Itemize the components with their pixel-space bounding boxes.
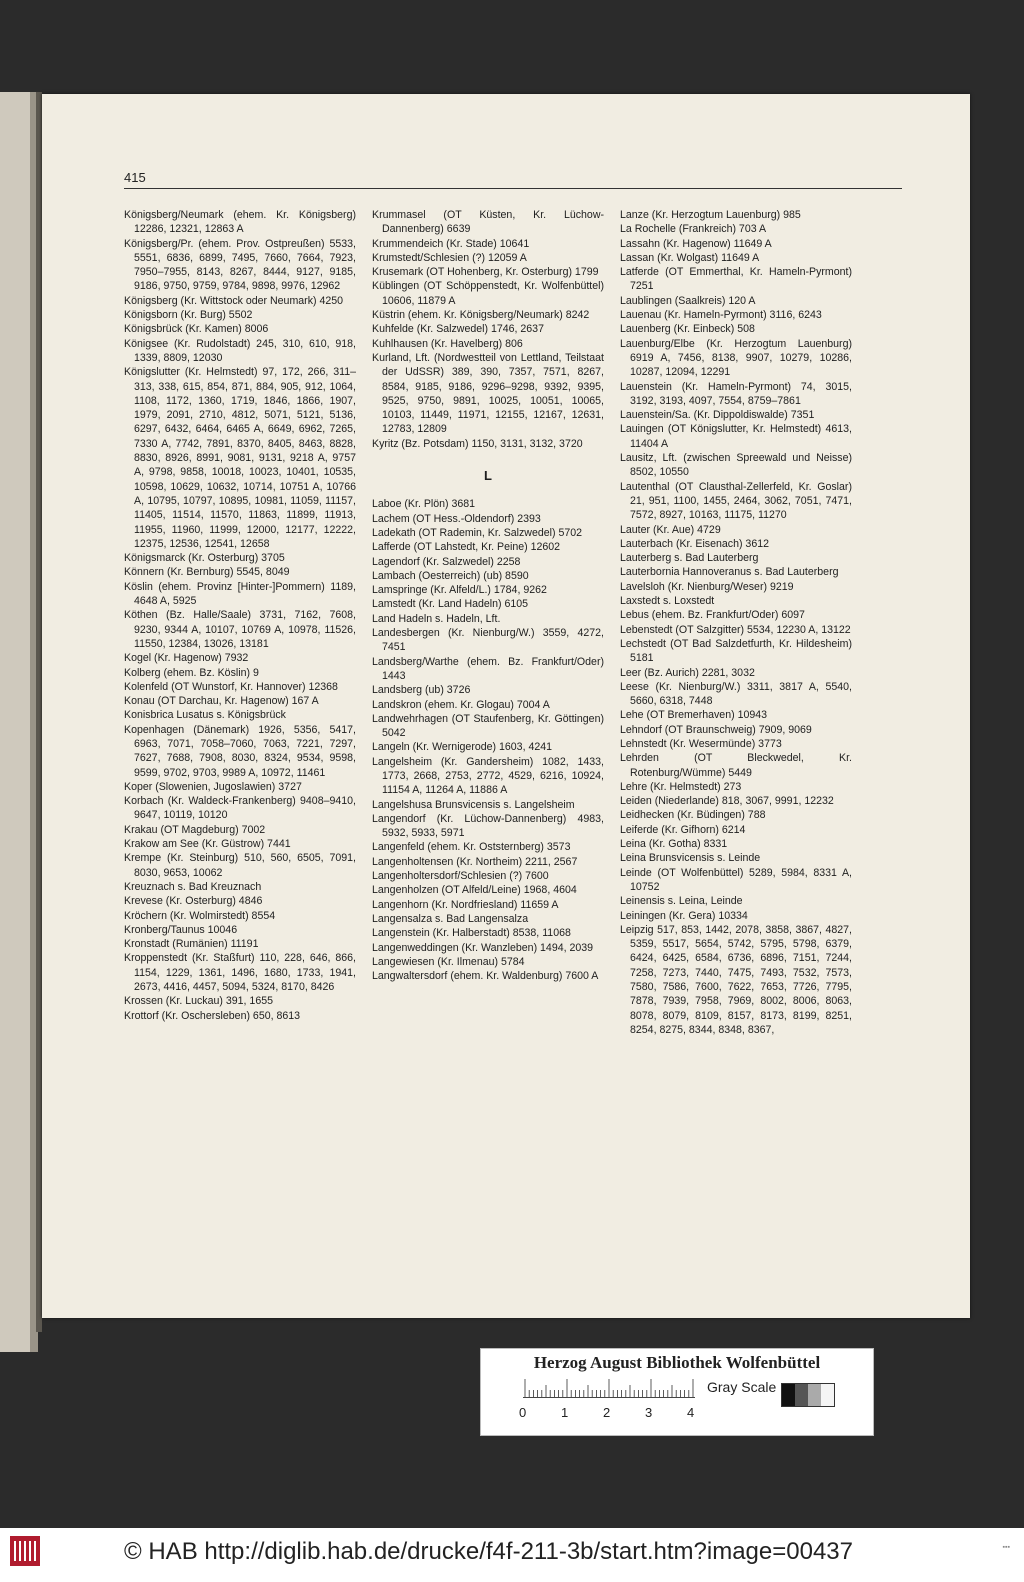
index-entry: Leina (Kr. Gotha) 8331 (620, 838, 728, 851)
ruler-scale (523, 1379, 695, 1398)
index-entry: Leese (Kr. Nienburg/W.) 3311, 3817 A, 5540, 5660, 6318, 7448 (620, 680, 852, 708)
gray-swatch (782, 1384, 795, 1406)
gray-swatch (821, 1384, 834, 1406)
index-entry: Leipzig 517, 853, 1442, 2078, 3858, 3867, 4827, 5359, 5517, 5654, 5742, 5795, 5798, 6379, 6424, 6425, 6584, 6736, 6896, 7151, 7244, 7258, 7273, 7440, 7475, 7493, 7532, 7573, 7580, 7586, 7600, 7622, 7653, 7726, 7795, 7878, 7939, 7958, 7969, 8002, 8006, 8063, 8078, 8079, 8109, 8157, 8173, 8199, 8251, 8254, 8275, 8344, 8348, 8367, (620, 923, 852, 1036)
index-entry: Langelshusa Brunsvicensis s. Langelsheim (372, 798, 575, 811)
index-entry: Krummasel (OT Küsten, Kr. Lüchow-Dannenberg) 6639 (372, 209, 604, 236)
copyright-url[interactable]: © HAB http://diglib.hab.de/drucke/f4f-211-3b/start.htm?image=00437 (124, 1538, 853, 1565)
index-entry: Köslin (ehem. Provinz [Hinter-]Pommern) 1189, 4648 A, 5925 (124, 580, 356, 608)
index-entry: Ladekath (OT Rademin, Kr. Salzwedel) 5702 (372, 526, 583, 539)
index-entry: Kröchern (Kr. Wolmirstedt) 8554 (124, 909, 276, 922)
index-entry: Landesbergen (Kr. Nienburg/W.) 3559, 4272, 7451 (372, 627, 604, 654)
index-entry: Lambach (Oesterreich) (ub) 8590 (372, 569, 529, 582)
index-entry: Lautenthal (OT Clausthal-Zellerfeld, Kr. Goslar) 21, 951, 1100, 1455, 2464, 3062, 7051, 7471, 7572, 8927, 10163, 11175, 11270 (620, 480, 852, 522)
index-entry: Königsee (Kr. Rudolstadt) 245, 310, 610, 918, 1339, 8809, 12030 (124, 337, 356, 364)
index-entry: Kurland, Lft. (Nordwestteil von Lettland, Teilstaat der UdSSR) 389, 390, 7357, 7571, 8267, 8584, 9185, 9186, 9296–9298, 9392, 9395, 9525, 9750, 9891, 10025, 10051, 10065, 10103, 11449, 11971, 12155, 12167, 12631, 12783, 12809 (372, 351, 604, 436)
index-entry: Krusemark (OT Hohenberg, Kr. Osterburg) 1799 (372, 266, 599, 279)
index-entry: Lafferde (OT Lahstedt, Kr. Peine) 12602 (372, 541, 561, 554)
ruler-number: 1 (561, 1405, 569, 1420)
index-entry: Lauterbornia Hannoveranus s. Bad Lauterberg (620, 566, 839, 579)
index-entry: Langenstein (Kr. Halberstadt) 8538, 11068 (372, 927, 571, 940)
index-entry: Leer (Bz. Aurich) 2281, 3032 (620, 666, 755, 679)
index-entry: Kogel (Kr. Hagenow) 7932 (124, 652, 249, 665)
index-entry: Lauterbach (Kr. Eisenach) 3612 (620, 537, 769, 550)
index-entry: Lauter (Kr. Aue) 4729 (620, 523, 721, 536)
index-entry: Lausitz, Lft. (zwischen Spreewald und Neisse) 8502, 10550 (620, 452, 852, 479)
index-column-2 (372, 208, 604, 983)
index-entry: Lebus (ehem. Bz. Frankfurt/Oder) 6097 (620, 609, 805, 622)
footer-mark: ▪▪▪ (1002, 1544, 1010, 1551)
index-entry: Lebenstedt (OT Salzgitter) 5534, 12230 A, 13122 (620, 623, 851, 636)
index-entry: Lehe (OT Bremerhaven) 10943 (620, 709, 768, 722)
index-entry: Krummendeich (Kr. Stade) 10641 (372, 237, 530, 250)
hab-logo-icon (10, 1536, 40, 1566)
index-entry: Köthen (Bz. Halle/Saale) 3731, 7162, 7608, 9230, 9344 A, 10107, 10769 A, 10978, 11526, 11550, 12384, 13026, 13181 (124, 609, 356, 650)
ruler-number: 4 (687, 1405, 695, 1420)
index-entry: Langenholzen (OT Alfeld/Leine) 1968, 4604 (372, 884, 577, 897)
index-entry: Lechstedt (OT Bad Salzdetfurth, Kr. Hildesheim) 5181 (620, 637, 852, 665)
index-entry: Latferde (OT Emmerthal, Kr. Hameln-Pyrmont) 7251 (620, 266, 852, 293)
index-entry: Könnern (Kr. Bernburg) 5545, 8049 (124, 566, 290, 579)
index-column-1 (124, 208, 356, 1023)
index-entry: Lauenberg (Kr. Einbeck) 508 (620, 323, 755, 336)
index-entry: Lachem (OT Hess.-Oldendorf) 2393 (372, 512, 541, 525)
index-entry: Lauterberg s. Bad Lauterberg (620, 552, 759, 565)
gray-scale-label: Gray Scale (707, 1379, 777, 1395)
index-entry: Kolberg (ehem. Bz. Köslin) 9 (124, 666, 259, 679)
index-entry: Langeln (Kr. Wernigerode) 1603, 4241 (372, 741, 553, 754)
index-entry: Lavelsloh (Kr. Nienburg/Weser) 9219 (620, 580, 794, 593)
index-entry: Laxstedt s. Loxstedt (620, 595, 715, 608)
index-entry: Leinensis s. Leina, Leinde (620, 895, 743, 908)
index-entry: Kyritz (Bz. Potsdam) 1150, 3131, 3132, 3720 (372, 437, 583, 450)
index-entry: Langewiesen (Kr. Ilmenau) 5784 (372, 955, 525, 968)
index-entry: Konisbrica Lusatus s. Königsbrück (124, 709, 286, 722)
index-entry: Landskron (ehem. Kr. Glogau) 7004 A (372, 698, 550, 711)
index-entry: Kreuznach s. Bad Kreuznach (124, 880, 262, 893)
index-entry: Krakow am See (Kr. Güstrow) 7441 (124, 838, 291, 851)
index-entry: Konau (OT Darchau, Kr. Hagenow) 167 A (124, 695, 319, 708)
index-entry: Leinde (OT Wolfenbüttel) 5289, 5984, 8331 A, 10752 (620, 866, 852, 893)
index-entry: Krempe (Kr. Steinburg) 510, 560, 6505, 7091, 8030, 9653, 10062 (124, 852, 356, 879)
index-entry: Langenholtensen (Kr. Northeim) 2211, 2567 (372, 855, 578, 868)
section-letter: L (484, 468, 492, 484)
index-entry: Landwehrhagen (OT Staufenberg, Kr. Göttingen) 5042 (372, 712, 604, 740)
index-entry: Land Hadeln s. Hadeln, Lft. (372, 612, 501, 625)
index-entry: Küblingen (OT Schöppenstedt, Kr. Wolfenbüttel) 10606, 11879 A (372, 280, 604, 307)
index-entry: Lehndorf (OT Braunschweig) 7909, 9069 (620, 723, 812, 736)
index-entry: Langendorf (Kr. Lüchow-Dannenberg) 4983, 5932, 5933, 5971 (372, 812, 604, 840)
ruler-number: 3 (645, 1405, 653, 1420)
index-column-3 (620, 208, 852, 1037)
index-entry: Kronberg/Taunus 10046 (124, 923, 238, 936)
index-entry: Königsborn (Kr. Burg) 5502 (124, 309, 253, 322)
index-entry: Langensalza s. Bad Langensalza (372, 912, 529, 925)
index-entry: Leiferde (Kr. Gifhorn) 6214 (620, 823, 746, 836)
index-entry: Langenweddingen (Kr. Wanzleben) 1494, 2039 (372, 941, 594, 954)
index-entry: Küstrin (ehem. Kr. Königsberg/Neumark) 8242 (372, 309, 590, 322)
page-number: 415 (124, 170, 146, 185)
index-entry: Leidhecken (Kr. Büdingen) 788 (620, 809, 766, 822)
index-entry: Laublingen (Saalkreis) 120 A (620, 294, 756, 307)
index-entry: Langenhorn (Kr. Nordfriesland) 11659 A (372, 898, 559, 911)
index-entry: Kopenhagen (Dänemark) 1926, 5356, 5417, 6963, 7071, 7058–7060, 7063, 7221, 7297, 7627, 7688, 7908, 8030, 8324, 9534, 9598, 9599, 9702, 9703, 9989 A, 10972, 11461 (124, 723, 356, 779)
index-entry: Lauenburg/Elbe (Kr. Herzogtum Lauenburg) 6919 A, 7456, 8138, 9907, 10279, 10286, 10287, 12094, 12291 (620, 337, 852, 379)
index-entry: Krossen (Kr. Luckau) 391, 1655 (124, 995, 273, 1008)
index-entry: Lehre (Kr. Helmstedt) 273 (620, 780, 742, 793)
gray-swatch (808, 1384, 821, 1406)
index-entry: Langenfeld (ehem. Kr. Oststernberg) 3573 (372, 841, 571, 854)
book-page (42, 94, 970, 1318)
index-entry: Lauenau (Kr. Hameln-Pyrmont) 3116, 6243 (620, 309, 822, 322)
library-name: Herzog August Bibliothek Wolfenbüttel (533, 1353, 821, 1372)
index-entry: Lassahn (Kr. Hagenow) 11649 A (620, 237, 772, 250)
index-entry: Kuhlhausen (Kr. Havelberg) 806 (372, 337, 523, 350)
index-entry: Königsbrück (Kr. Kamen) 8006 (124, 323, 269, 336)
index-entry: Landsberg (ub) 3726 (372, 684, 471, 697)
index-entry: Langelsheim (Kr. Gandersheim) 1082, 1433, 1773, 2668, 2753, 2772, 4529, 6216, 10924, 11154 A, 11264 A, 11886 A (372, 755, 604, 797)
index-entry: Königsberg/Pr. (ehem. Prov. Ostpreußen) 5533, 5551, 6836, 6899, 7495, 7660, 7664, 7923, 7950–7955, 8143, 8267, 8444, 9127, 9185, 9186, 9750, 9759, 9784, 9898, 9976, 12962 (124, 237, 356, 293)
index-entry: Korbach (Kr. Waldeck-Frankenberg) 9408–9410, 9647, 10119, 10120 (124, 795, 356, 822)
index-entry: Krakau (OT Magdeburg) 7002 (124, 823, 266, 836)
index-entry: Königsberg/Neumark (ehem. Kr. Königsberg) 12286, 12321, 12863 A (124, 209, 356, 236)
index-entry: Lagendorf (Kr. Salzwedel) 2258 (372, 555, 521, 568)
footer-bar (0, 1528, 1024, 1582)
header-rule (124, 188, 902, 189)
index-entry: Lauenstein (Kr. Hameln-Pyrmont) 74, 3015, 3192, 3193, 4097, 7554, 8759–7861 (620, 380, 852, 407)
ruler-number: 2 (603, 1405, 611, 1420)
index-entry: Lauenstein/Sa. (Kr. Dippoldiswalde) 7351 (620, 409, 815, 422)
index-entry: Krevese (Kr. Osterburg) 4846 (124, 895, 263, 908)
index-entry: Königslutter (Kr. Helmstedt) 97, 172, 266, 311–313, 338, 615, 854, 871, 884, 905, 912, 1064, 1108, 1172, 1360, 1719, 1846, 1866, 1907, 1979, 2091, 2710, 4812, 5071, 5121, 5136, 6297, 6432, 6464, 6465 A, 6649, 6962, 7265, 7330 A, 7742, 7891, 8370, 8405, 8463, 8828, 8830, 8926, 8991, 9081, 9131, 9218 A, 9757 A, 9798, 9858, 10018, 10023, 10401, 10535, 10598, 10629, 10632, 10714, 10751 A, 10766 A, 10795, 10797, 10895, 10981, 11059, 11157, 11405, 11514, 11570, 11863, 11899, 11913, 11955, 11960, 11999, 12000, 12177, 12222, 12375, 12536, 12541, 12658 (124, 366, 356, 550)
index-entry: Kronstadt (Rumänien) 11191 (124, 938, 259, 951)
gray-scale-bar (781, 1383, 835, 1407)
index-entry: Kroppenstedt (Kr. Staßfurt) 110, 228, 646, 866, 1154, 1229, 1361, 1496, 1680, 1733, 1941, 2673, 4416, 4457, 5094, 5324, 8170, 8426 (124, 952, 356, 994)
index-entry: Krumstedt/Schlesien (?) 12059 A (372, 251, 527, 264)
index-entry: Lamstedt (Kr. Land Hadeln) 6105 (372, 598, 529, 611)
ruler-number: 0 (519, 1405, 527, 1420)
index-entry: Leiden (Niederlande) 818, 3067, 9991, 12232 (620, 795, 834, 808)
index-entry: Königsberg (Kr. Wittstock oder Neumark) 4250 (124, 294, 344, 307)
index-entry: Lehnstedt (Kr. Wesermünde) 3773 (620, 737, 782, 750)
library-stamp (480, 1348, 874, 1436)
index-entry: La Rochelle (Frankreich) 703 A (620, 223, 767, 236)
index-entry: Lauingen (OT Königslutter, Kr. Helmstedt) 4613, 11404 A (620, 423, 852, 450)
index-entry: Koper (Slowenien, Jugoslawien) 3727 (124, 780, 302, 793)
index-entry: Lehrden (OT Bleckwedel, Kr. Rotenburg/Wümme) 5449 (620, 752, 852, 779)
index-entry: Landsberg/Warthe (ehem. Bz. Frankfurt/Oder) 1443 (372, 655, 604, 682)
index-entry: Lanze (Kr. Herzogtum Lauenburg) 985 (620, 209, 801, 221)
index-entry: Krottorf (Kr. Oschersleben) 650, 8613 (124, 1009, 301, 1022)
index-entry: Kolenfeld (OT Wunstorf, Kr. Hannover) 12368 (124, 680, 338, 693)
gray-swatch (795, 1384, 808, 1406)
index-entry: Lassan (Kr. Wolgast) 11649 A (620, 251, 760, 264)
index-entry: Kuhfelde (Kr. Salzwedel) 1746, 2637 (372, 323, 544, 336)
index-entry: Laboe (Kr. Plön) 3681 (372, 498, 476, 511)
index-entry: Langenholtersdorf/Schlesien (?) 7600 (372, 870, 549, 883)
index-entry: Leina Brunsvicensis s. Leinde (620, 852, 761, 865)
index-entry: Königsmarck (Kr. Osterburg) 3705 (124, 552, 285, 565)
index-entry: Langwaltersdorf (ehem. Kr. Waldenburg) 7600 A (372, 970, 599, 983)
index-entry: Lamspringe (Kr. Alfeld/L.) 1784, 9262 (372, 584, 547, 597)
index-entry: Leiningen (Kr. Gera) 10334 (620, 909, 748, 922)
